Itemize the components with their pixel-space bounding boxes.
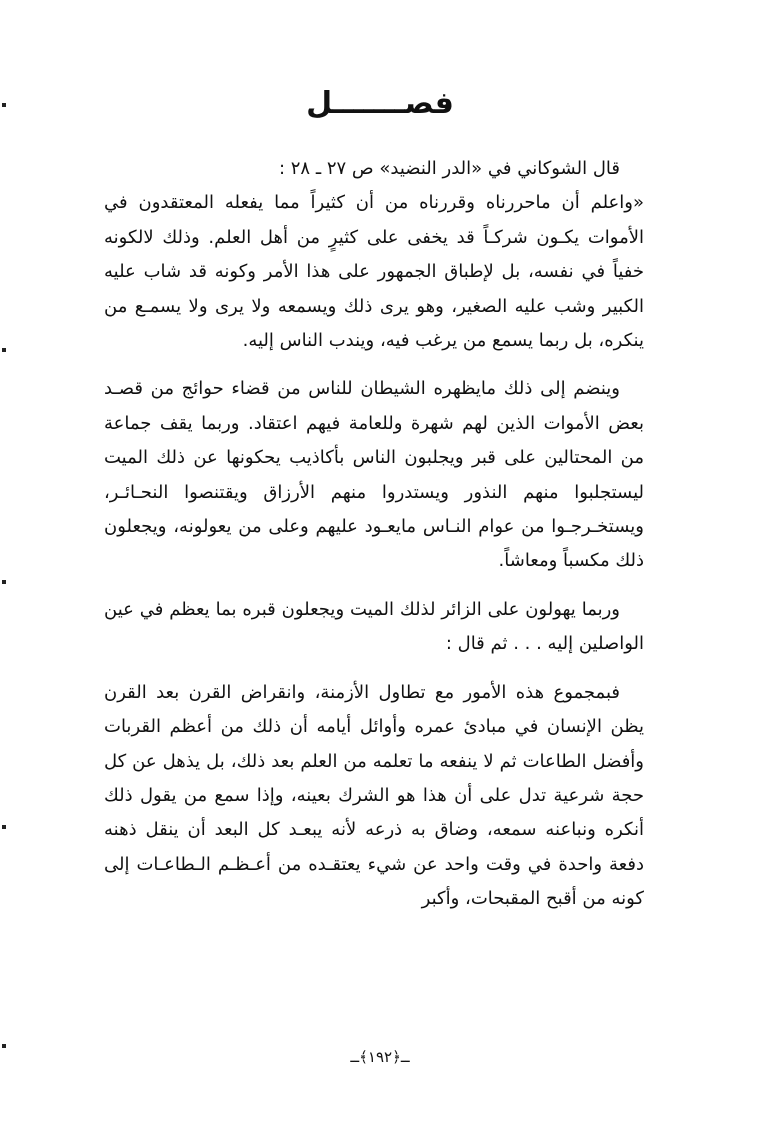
section-heading: فصـــــــل: [306, 86, 454, 121]
page-number: ــ﴿١٩٢﴾ــ: [350, 1048, 410, 1066]
quote-paragraph-4: فبمجموع هذه الأمور مع تطاول الأزمنة، وانقراض القرن بعد القرن يظن الإنسان في مبادئ عمره وأوائل أيامه أن ذلك من أعظم القربات وأفضل الطاعات ثم لا ينفعه ما تعلمه من العلم بعد ذلك، بل يذهل عن كل حجة شرعية تدل على أن هذا هو الشرك بعينه، وإذا سمع من يقول ذلك أنكره ونباعنه سمعه، وضاق به ذرعه لأنه يبعـد كل البعد أن ينقل ذهنه دفعة واحدة في وقت واحد عن شيء يعتقـده من أعـظـم الـطاعـات إلى كونه من أقبح المقبحات، وأكبر: [104, 681, 644, 910]
quote-paragraph-2: وينضم إلى ذلك مايظهره الشيطان للناس من قضاء حوائج من قصـد بعض الأموات الذين لهم شهرة وللعامة فيهم اعتقاد. وربما يقف جماعة من المحتالين على قبر ويجلبون الناس بأكاذيب يحكونها عن ذلك الميت ليستجلبوا منهم النذور ويستدروا منهم الأرزاق ويقتنصوا النحـائـر، ويستخـرجـوا من عوام النـاس مايعـود عليهم وعلى من يعولونه، ويجعلون ذلك مكسباً ومعاشاً.: [104, 378, 644, 572]
main-text: [104, 152, 644, 917]
scan-edge-mark: [2, 348, 6, 352]
scan-edge-mark: [2, 580, 6, 584]
quote-paragraph-3: وربما يهولون على الزائر لذلك الميت ويجعلون قبره بما يعظم في عين الواصلين إليه . . . ثم قال :: [104, 598, 644, 655]
citation-paragraph: قال الشوكاني في «الدر النضيد» ص ٢٧ ـ ٢٨ :: [278, 158, 620, 179]
scan-edge-mark: [2, 825, 6, 829]
quote-paragraph-1: «واعلم أن ماحررناه وقررناه من أن كثيراً مما يفعله المعتقدون في الأموات يكـون شركـاً قد يخفى على كثيرٍ من أهل العلم. وذلك لالكونه خفياً في نفسه، بل لإطباق الجمهور على هذا الأمر وكونه قد شاب عليه الكبير وشب عليه الصغير، وهو يرى ذلك ويسمعه ولا يرى ولا يسمـع من ينكره، بل ربما يسمع من يرغب فيه، ويندب الناس إليه.: [104, 192, 644, 352]
